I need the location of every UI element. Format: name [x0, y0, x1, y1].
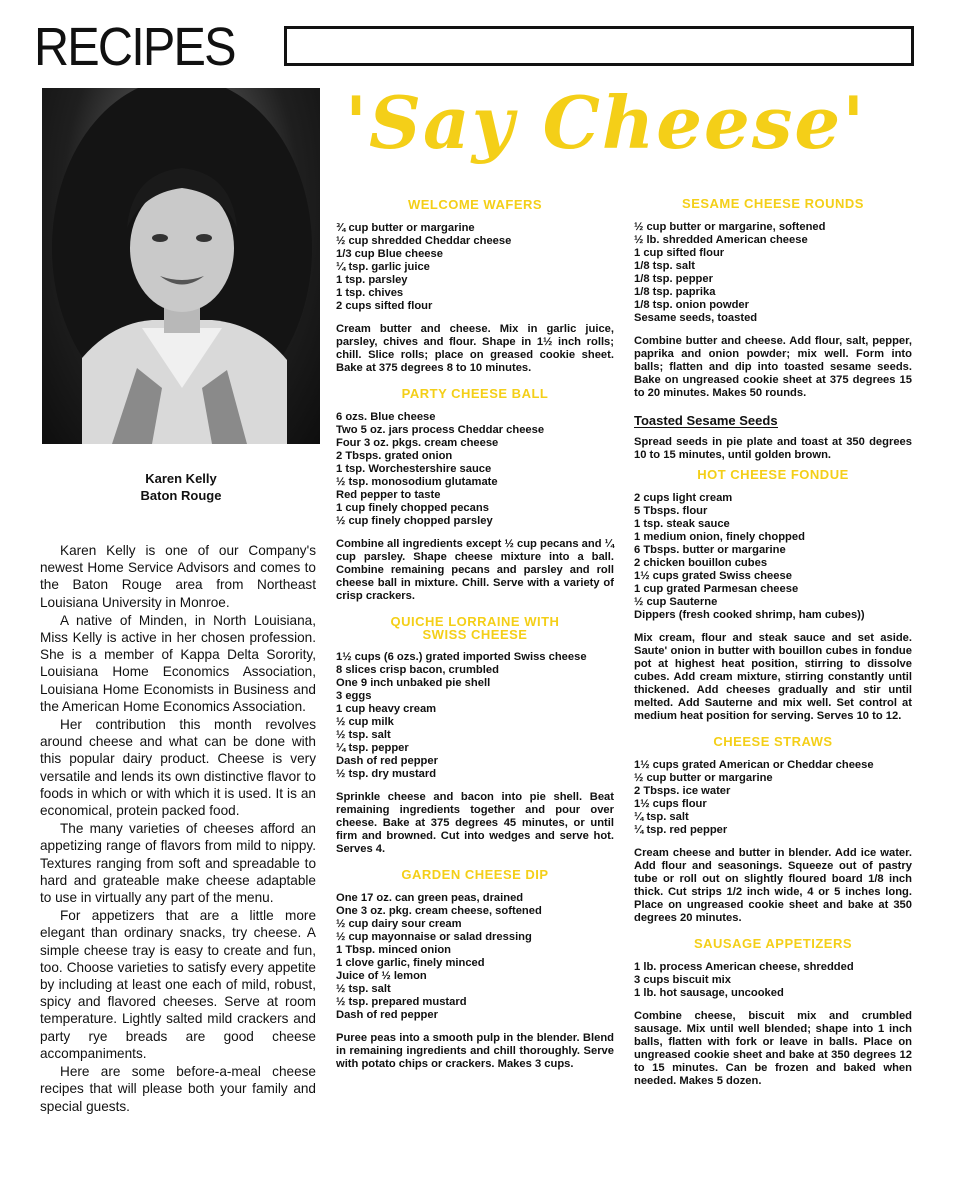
recipe-party-cheese-ball: [336, 387, 614, 603]
ingredient-item: 1 medium onion, finely chopped: [634, 531, 805, 543]
ingredient-item: ½ cup butter or margarine: [634, 772, 773, 784]
ingredient-item: 5 Tbsps. flour: [634, 505, 708, 517]
recipe-title: SESAME CHEESE ROUNDS: [682, 196, 864, 211]
ingredient-item: ½ cup dairy sour cream: [336, 918, 462, 930]
ingredient-item: ½ cup finely chopped parsley: [336, 515, 493, 527]
ingredient-item: ½ cup butter or margarine, softened: [634, 221, 826, 233]
ingredient-item: 1/8 tsp. pepper: [634, 273, 713, 285]
portrait-photo: [42, 88, 320, 444]
caption-name: Karen Kelly: [145, 471, 217, 486]
bio-article: [40, 542, 316, 1116]
ingredient-item: 1½ cups flour: [634, 798, 707, 810]
ingredient-item: 1 clove garlic, finely minced: [336, 957, 485, 969]
ingredient-item: ½ tsp. monosodium glutamate: [336, 476, 498, 488]
recipe-directions: Sprinkle cheese and bacon into pie shell. Beat remaining ingredients together and pour over cheese. Bake at 375 degrees 45 minutes, or until firm and browned. Cut into wedges and serve hot. Serves 4.: [336, 791, 614, 855]
ingredient-item: 2 Tbsps. ice water: [634, 785, 731, 797]
ingredient-item: 1 tsp. Worchestershire sauce: [336, 463, 492, 475]
recipe-title: GARDEN CHEESE DIP: [401, 867, 549, 882]
ingredient-item: ½ lb. shredded American cheese: [634, 234, 808, 246]
page-header: [34, 18, 916, 76]
ingredient-item: One 9 inch unbaked pie shell: [336, 677, 491, 689]
ingredient-item: ¼ tsp. salt: [634, 811, 689, 823]
ingredient-item: Four 3 oz. pkgs. cream cheese: [336, 437, 499, 449]
ingredient-item: ½ tsp. prepared mustard: [336, 996, 467, 1008]
ingredient-item: 3 eggs: [336, 690, 372, 702]
ingredient-item: Dash of red pepper: [336, 1009, 438, 1021]
section-title: RECIPES: [34, 17, 235, 77]
ingredient-item: Red pepper to taste: [336, 489, 441, 501]
ingredient-item: 1 tsp. steak sauce: [634, 518, 730, 530]
ingredient-list: [634, 961, 912, 1000]
recipe-directions: Cream cheese and butter in blender. Add ice water. Add flour and seasonings. Squeeze out of pastry tube or roll out on slightly floured board 1/8 inch thick. Cut strips 1/2 inch wide, 4 or 5 inches long. Place on ungreased cookie sheet and bake at 350 degrees 20 minutes.: [634, 847, 912, 924]
recipe-sesame-cheese-rounds: [634, 197, 912, 400]
recipe-title: CHEESE STRAWS: [713, 734, 833, 749]
ingredient-item: 1½ cups grated American or Cheddar cheese: [634, 759, 874, 771]
ingredient-item: 1 tsp. parsley: [336, 274, 408, 286]
recipe-directions: Spread seeds in pie plate and toast at 350 degrees 10 to 15 minutes, until golden brown.: [634, 436, 912, 461]
recipe-cheese-straws: [634, 735, 912, 925]
header-rule-box: [284, 26, 914, 66]
ingredient-item: 8 slices crisp bacon, crumbled: [336, 664, 499, 676]
bio-paragraph: For appetizers that are a little more elegant than ordinary snacks, try cheese. A simple cheese tray is easy to create and fun, too. Choose varieties to satisfy every appetite by including at least one each of mild, robust, spicy and flavored cheeses. Serve at room temperature. Lightly salted mild crackers and party rye breads are good cheese accompaniments.: [40, 908, 316, 1061]
ingredient-item: ½ tsp. dry mustard: [336, 768, 437, 780]
ingredient-item: ½ cup milk: [336, 716, 394, 728]
bio-paragraph: Here are some before-a-meal cheese recipes that will please both your family and special guests.: [40, 1064, 316, 1114]
ingredient-item: Dash of red pepper: [336, 755, 438, 767]
ingredient-list: [634, 492, 912, 622]
ingredient-item: Juice of ½ lemon: [336, 970, 427, 982]
ingredient-item: One 3 oz. pkg. cream cheese, softened: [336, 905, 542, 917]
ingredient-item: 1 cup sifted flour: [634, 247, 725, 259]
ingredient-item: 1 lb. hot sausage, uncooked: [634, 987, 784, 999]
ingredient-item: 1/8 tsp. paprika: [634, 286, 716, 298]
ingredient-item: 2 Tbsps. grated onion: [336, 450, 453, 462]
recipe-toasted-sesame-seeds: [634, 412, 912, 462]
bio-paragraph: Her contribution this month revolves around cheese and what can be done with this popular dairy product. Cheese is very versatile and lends its own distinctive flavor to foods in which or with which it is used. It is an economical, protein packed food.: [40, 717, 316, 819]
recipe-title: PARTY CHEESE BALL: [401, 386, 549, 401]
bio-paragraph: The many varieties of cheeses afford an appetizing range of flavors from mild to nippy. Textures ranging from soft and spreadable to hard and grateable make cheese adaptable to use in virtually any part of the menu.: [40, 821, 316, 906]
ingredient-item: 1 cup heavy cream: [336, 703, 437, 715]
ingredient-item: ¼ tsp. pepper: [336, 742, 409, 754]
bio-paragraph: Karen Kelly is one of our Company's newest Home Service Advisors and comes to the Baton Rouge area from Northeast Louisiana University in Monroe.: [40, 543, 316, 610]
ingredient-item: 1/8 tsp. onion powder: [634, 299, 749, 311]
caption-location: Baton Rouge: [140, 488, 222, 503]
recipe-subheading: Toasted Sesame Seeds: [634, 413, 778, 428]
recipe-title: WELCOME WAFERS: [407, 197, 543, 212]
ingredient-item: ¼ tsp. garlic juice: [336, 261, 430, 273]
ingredient-item: 1½ cups grated Swiss cheese: [634, 570, 792, 582]
ingredient-item: Two 5 oz. jars process Cheddar cheese: [336, 424, 545, 436]
recipe-quiche-lorraine: [336, 615, 614, 856]
ingredient-item: 2 cups light cream: [634, 492, 733, 504]
ingredient-list: [336, 222, 614, 313]
recipe-directions: Combine butter and cheese. Add flour, salt, pepper, paprika and onion powder; mix well. Form into balls; flatten and dip into toasted sesame seeds. Bake on ungreased cookie sheet at 375 degrees 15 to 20 minutes. Makes 50 rounds.: [634, 335, 912, 399]
ingredient-item: Sesame seeds, toasted: [634, 312, 758, 324]
ingredient-item: ½ tsp. salt: [336, 983, 391, 995]
ingredient-item: 1 cup finely chopped pecans: [336, 502, 489, 514]
recipe-title: SAUSAGE APPETIZERS: [693, 936, 853, 951]
recipe-hot-cheese-fondue: [634, 468, 912, 723]
recipe-welcome-wafers: [336, 198, 614, 375]
portrait-illustration: [42, 88, 320, 444]
recipe-column-middle: [336, 198, 614, 1083]
recipe-directions: Combine all ingredients except ½ cup pecans and ¼ cup parsley. Shape cheese mixture into a ball. Combine remaining pecans and parsley and roll cheese ball in mixture. Chill. Serve with a variety of crisp crackers.: [336, 538, 614, 602]
ingredient-item: 1 lb. process American cheese, shredded: [634, 961, 854, 973]
ingredient-item: ½ tsp. salt: [336, 729, 391, 741]
ingredient-list: [634, 759, 912, 837]
ingredient-item: ½ cup Sauterne: [634, 596, 718, 608]
ingredient-item: 1/3 cup Blue cheese: [336, 248, 443, 260]
ingredient-list: [634, 221, 912, 325]
recipe-column-right: [634, 197, 912, 1100]
recipe-title: HOT CHEESE FONDUE: [697, 467, 849, 482]
recipe-directions: Combine cheese, biscuit mix and crumbled sausage. Mix until well blended; shape into 1 inch balls, flatten with fork or leave in balls. Place on ungreased cookie sheet and bake at 350 degrees 12 to 15 minutes. Can be frozen and baked when needed. Makes 5 dozen.: [634, 1010, 912, 1087]
ingredient-item: ½ cup shredded Cheddar cheese: [336, 235, 512, 247]
ingredient-item: Dippers (fresh cooked shrimp, ham cubes)): [634, 609, 865, 621]
recipe-directions: Mix cream, flour and steak sauce and set aside. Saute' onion in butter with bouillon cubes in fondue pot at highest heat position, stirring to dissolve cubes. Add cream mixture, stirring constantly until thickened. Add cheeses gradually and stir until melted. Add Sauterne and mix well. Set control at medium heat position for serving. Serves 10 to 12.: [634, 632, 912, 722]
recipe-directions: Puree peas into a smooth pulp in the blender. Blend in remaining ingredients and chill thoroughly. Serve with potato chips or crackers. Makes 3 cups.: [336, 1032, 614, 1070]
ingredient-list: [336, 411, 614, 528]
feature-title: 'Say Cheese': [345, 80, 867, 165]
ingredient-item: ¼ tsp. red pepper: [634, 824, 728, 836]
ingredient-item: 3 cups biscuit mix: [634, 974, 731, 986]
ingredient-item: 6 ozs. Blue cheese: [336, 411, 436, 423]
bio-paragraph: A native of Minden, in North Louisiana, Miss Kelly is active in her chosen profession. She is a member of Kappa Delta Sorority, Louisiana Home Economics Association, Louisiana Home Economists in Business and the American Home Economics Association.: [40, 612, 316, 714]
ingredient-item: 6 Tbsps. butter or margarine: [634, 544, 786, 556]
ingredient-item: 2 chicken bouillon cubes: [634, 557, 768, 569]
recipe-directions: Cream butter and cheese. Mix in garlic juice, parsley, chives and flour. Shape in 1½ inch rolls; chill. Slice rolls; place on greased cookie sheet. Bake at 375 degrees 8 to 10 minutes.: [336, 323, 614, 374]
recipe-garden-cheese-dip: [336, 868, 614, 1071]
ingredient-item: 1 tsp. chives: [336, 287, 404, 299]
ingredient-item: 2 cups sifted flour: [336, 300, 433, 312]
ingredient-item: ½ cup mayonnaise or salad dressing: [336, 931, 532, 943]
recipe-title: QUICHE LORRAINE WITH SWISS CHEESE: [390, 614, 560, 642]
ingredient-item: One 17 oz. can green peas, drained: [336, 892, 524, 904]
ingredient-item: 1/8 tsp. salt: [634, 260, 695, 272]
ingredient-item: ¾ cup butter or margarine: [336, 222, 475, 234]
ingredient-item: 1 Tbsp. minced onion: [336, 944, 451, 956]
ingredient-list: [336, 892, 614, 1022]
ingredient-item: 1 cup grated Parmesan cheese: [634, 583, 799, 595]
ingredient-list: [336, 651, 614, 781]
ingredient-item: 1½ cups (6 ozs.) grated imported Swiss cheese: [336, 651, 587, 663]
photo-caption: [42, 470, 320, 504]
recipe-sausage-appetizers: [634, 937, 912, 1088]
